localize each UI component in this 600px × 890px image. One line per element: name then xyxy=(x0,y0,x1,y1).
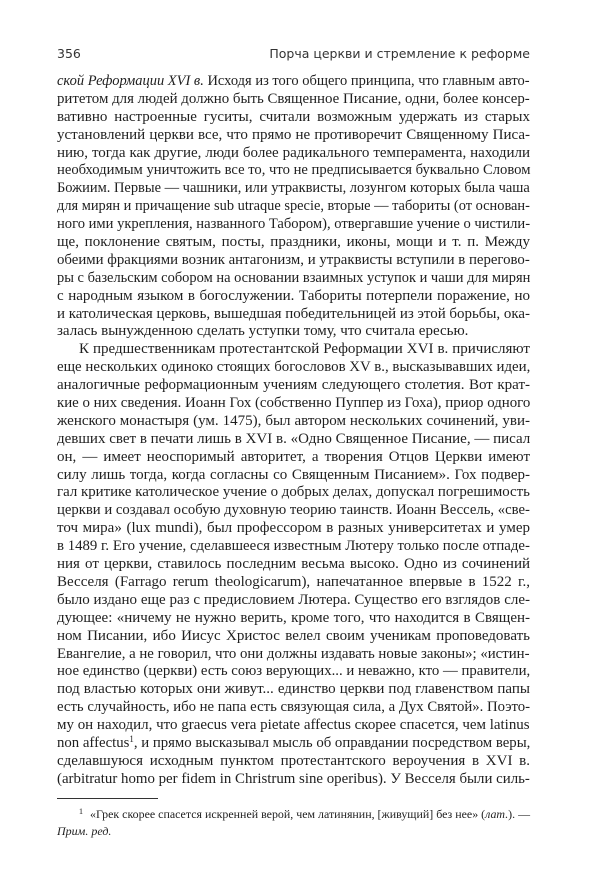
text-line xyxy=(57,251,530,270)
text-line xyxy=(57,699,531,717)
footnote-divider xyxy=(57,798,158,799)
text-segment: ния от церкви, ставилось последним весьма высоко. Одно из сочинений xyxy=(57,556,530,573)
text-segment: Весселя (Farrago rerum theologicarum), напечатанное впервые в 1522 г., xyxy=(57,573,530,590)
text-line xyxy=(57,753,530,771)
text-line xyxy=(57,395,531,413)
footnote-lang: лат. xyxy=(485,807,509,821)
text-segment: он, — имеет неоспоримый авторитет, а творения Отцов Церкви имеют xyxy=(57,448,530,465)
text-line xyxy=(57,109,530,127)
text-line xyxy=(57,216,531,234)
text-segment: было издано еще раз с предисловием Лютера. Существо его взглядов сле- xyxy=(57,591,530,608)
text-segment: ном Писании, ибо Иисус Христос велел своим ученикам проповедовать xyxy=(57,627,530,644)
text-segment: есть случайность, ибо не папа есть связующая сила, а Дух Святой». Поэто- xyxy=(57,699,531,716)
running-header xyxy=(57,46,530,64)
running-title: Порча церкви и стремление к реформе xyxy=(269,46,530,61)
footnote-line xyxy=(57,803,531,823)
text-segment: гал критике католическое учение о добрых делах, допускал погрешимость xyxy=(57,484,530,501)
text-line xyxy=(57,90,530,109)
text-line xyxy=(57,645,530,664)
text-line xyxy=(57,269,531,288)
text-line xyxy=(57,610,530,628)
text-segment: non affectus xyxy=(57,734,130,751)
text-line xyxy=(57,127,530,145)
text-segment: му он находил, что graecus vera pietate affectus скорее спасется, чем latinus xyxy=(57,717,530,734)
text-segment: залась вынужденною сделать уступки тому, что считала ересью. xyxy=(57,323,469,340)
text-line xyxy=(57,663,531,681)
footnote-text: «Грек скорее спасется искренней верой, чем латинянин, [живущий] без нее» ( xyxy=(90,807,486,821)
text-line xyxy=(57,306,528,324)
text-line xyxy=(57,538,530,556)
italic-text: ской Реформации XVI в. xyxy=(57,73,204,89)
text-segment: ры с базельским собором на основании взаимных уступок и чаши для мирян xyxy=(57,269,531,286)
text-segment: вативно настроенные гуситы, считали возможным удержать из старых xyxy=(57,108,530,125)
text-line xyxy=(57,770,530,789)
text-segment: ще, поклонение святым, посты, праздники, иконы, мощи и т. п. Между xyxy=(57,234,530,251)
footnote-reference: 1 xyxy=(129,733,134,744)
text-segment: обеими фракциями возник антагонизм, и утраквисты вступили в перегово- xyxy=(57,251,530,268)
text-line xyxy=(57,359,531,377)
text-line xyxy=(57,733,531,753)
text-segment: кие о них сведения. Иоанн Гох (собственно Пуппер из Гоха), приор одного xyxy=(57,395,531,412)
text-line xyxy=(57,413,530,431)
text-segment: ритетом для людей должно быть Священное Писание, одни, более консер- xyxy=(57,90,530,107)
text-segment: с народным языком в богослужении. Табориты потерпели поражение, но xyxy=(57,287,530,304)
footnote xyxy=(57,803,530,840)
footnote-editor-note: Прим. ред. xyxy=(57,824,112,838)
text-line xyxy=(57,681,530,699)
text-line xyxy=(57,288,530,306)
text-line xyxy=(57,180,530,198)
text-line xyxy=(57,341,530,359)
text-segment: (arbitratur homo per fidem in Christrum sine operibus). У Весселя были силь- xyxy=(57,770,530,787)
text-segment: силу лишь тогда, когда согласны со Священным Писанием». Гох подвер- xyxy=(57,466,530,483)
text-segment: Исходя из того общего принципа, что главным авто- xyxy=(203,73,530,89)
text-line xyxy=(57,556,530,574)
text-segment: в 1489 г. Его учение, сделавшееся известным Лютеру только после отпаде- xyxy=(57,538,530,555)
footnote-number: 1 xyxy=(78,806,84,816)
text-segment: аналогичные реформационным учениям следующего столетия. Вот крат- xyxy=(57,377,530,394)
text-line xyxy=(57,145,530,163)
text-segment: для мирян и причащение sub utraque specie, вторые — табориты (от основан- xyxy=(57,198,530,215)
text-segment: дующее: «ничему не нужно верить, кроме того, что находится в Священ- xyxy=(57,609,530,626)
text-segment: Евангелие, а не говорил, что они должны издавать новые законы»; «истин- xyxy=(57,645,530,662)
text-line xyxy=(57,162,531,180)
text-line xyxy=(57,431,530,449)
text-line xyxy=(57,467,530,485)
text-line xyxy=(57,520,530,538)
text-segment: К предшественникам протестантской Реформации XVI в. причисляют xyxy=(79,341,530,358)
text-segment: ное единство (церкви) есть союз верующих... и неважно, кто — правители, xyxy=(57,663,531,680)
text-line xyxy=(57,198,530,216)
text-segment: женского монастыря (ум. 1475), был автором нескольких сочинений, уви- xyxy=(57,412,530,429)
footnote-text-after: ). — xyxy=(508,807,531,821)
text-segment: сделавшуюся исходным пунктом протестантского вероучения в XVI в. xyxy=(57,752,530,769)
text-segment: церкви и создавал особую духовную теорию таинств. Иоанн Вессель, «све- xyxy=(57,502,530,519)
text-segment: точ мира» (lux mundi), был профессором в разных университетах и умер xyxy=(57,520,530,537)
text-segment: Божиим. Первые — чашники, или утраквисты, лозунгом которых была чаша xyxy=(57,180,530,197)
text-line xyxy=(57,592,530,610)
text-segment: необходимым уничтожить все то, что не предписывается буквально Словом xyxy=(57,162,531,179)
text-segment: нию, тогда как другие, люди более радикального темперамента, находили xyxy=(57,144,530,161)
text-line xyxy=(57,377,530,395)
text-line xyxy=(57,323,530,341)
text-segment: девших свет в печати лишь в XVI в. «Одно Священное Писание, — писал xyxy=(57,430,531,447)
text-segment: ного ими укрепления, названного Табором), отвергавшие учение о чистили- xyxy=(57,216,531,233)
text-line xyxy=(57,717,529,735)
text-line xyxy=(57,449,530,467)
page-number: 356 xyxy=(57,46,81,61)
text-line xyxy=(57,574,530,592)
text-segment: под властью которых они живут... единство церкви под главенством папы xyxy=(57,681,530,698)
body-text xyxy=(57,73,530,789)
text-line xyxy=(57,484,530,502)
text-line xyxy=(57,234,530,252)
text-segment: , и прямо высказывал мысль об оправдании посредством веры, xyxy=(133,734,531,751)
text-segment: и католическая церковь, вышедшая победительницей из этой борьбы, ока- xyxy=(57,305,530,322)
text-line xyxy=(57,73,530,91)
text-segment: установлений церкви все, что прямо не противоречит Священному Писа- xyxy=(57,126,530,143)
text-line xyxy=(57,628,530,646)
text-segment: еще нескольких одиноко стоящих богословов XV в., высказывавших идеи, xyxy=(57,359,531,376)
text-line xyxy=(57,502,530,520)
